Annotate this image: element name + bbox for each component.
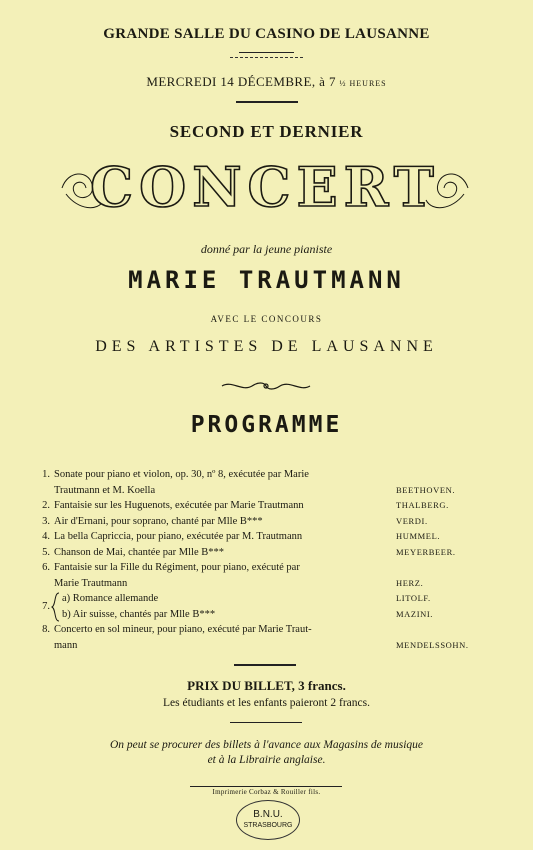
programme-item: 4. La bella Capriccia, pour piano, exécutée par M. Trautmann HUMMEL. xyxy=(40,529,480,545)
composer-name: HERZ. xyxy=(396,577,424,588)
printer-credit: Imprimerie Corbaz & Rouiller fils. xyxy=(212,788,321,796)
student-price: Les étudiants et les enfants paieront 2 francs. xyxy=(163,697,370,709)
divider xyxy=(234,664,296,666)
divider xyxy=(239,52,294,53)
composer-name: VERDI. xyxy=(396,515,428,526)
programme-item: 1. Sonate pour piano et violon, op. 30, nº 8, exécutée par Marie xyxy=(42,469,309,480)
programme-item: 2. Fantaisie sur les Huguenots, exécutée par Marie Trautmann THALBERG. xyxy=(40,498,480,514)
programme-item-cont: mann MENDELSSOHN. xyxy=(40,638,480,654)
programme-item-cont: b) Air suisse, chantés par Mlle B*** MAZINI. xyxy=(40,607,480,623)
concert-word: CONCERT xyxy=(90,155,440,219)
venue-title: GRANDE SALLE DU CASINO DE LAUSANNE xyxy=(103,26,430,42)
divider xyxy=(236,101,298,103)
divider xyxy=(230,722,302,723)
programme-item: 8. Concerto en sol mineur, pour piano, exécuté par Marie Traut- xyxy=(42,624,312,635)
brace-icon xyxy=(51,592,61,622)
pianist-name: MARIE TRAUTMANN xyxy=(128,266,405,294)
library-stamp: B.N.U. STRASBOURG xyxy=(236,800,300,840)
with-text: AVEC LE CONCOURS xyxy=(210,314,323,324)
divider xyxy=(230,57,303,58)
composer-name: HUMMEL. xyxy=(396,531,441,541)
artists-text: DES ARTISTES DE LAUSANNE xyxy=(95,338,438,355)
concert-date: MERCREDI 14 DÉCEMBRE, à 7 ½ HEURES xyxy=(146,74,387,89)
composer-name: THALBERG. xyxy=(396,500,449,510)
second-title: SECOND ET DERNIER xyxy=(169,122,364,141)
ornament-divider xyxy=(220,378,312,394)
given-by-text: donné par la jeune pianiste xyxy=(200,242,333,256)
programme-item-cont: Trautmann et M. Koella BEETHOVEN. xyxy=(40,483,480,499)
programme-item: 3. Air d'Ernani, pour soprano, chanté par Mlle B*** VERDI. xyxy=(40,514,480,530)
composer-name: MEYERBEER. xyxy=(396,546,456,557)
programme-item-cont: Marie Trautmann HERZ. xyxy=(40,576,480,592)
ticket-info: On peut se procurer des billets à l'avance aux Magasins de musique et à la Librairie anglaise. xyxy=(109,739,423,766)
programme-item: 5. Chanson de Mai, chantée par Mlle B*** MEYERBEER. xyxy=(40,545,480,561)
programme-list xyxy=(40,467,480,653)
programme-item: 7. a) Romance allemande LITOLF. xyxy=(42,593,431,612)
ticket-price: PRIX DU BILLET, 3 francs. xyxy=(187,678,346,693)
composer-name: MAZINI. xyxy=(396,608,434,619)
programme-item: 6. Fantaisie sur la Fille du Régiment, pour piano, exécuté par xyxy=(42,562,300,573)
composer-name: LITOLF. xyxy=(396,593,431,603)
programme-heading: PROGRAMME xyxy=(190,412,343,438)
concert-ornamental-title xyxy=(58,150,472,225)
composer-name: MENDELSSOHN. xyxy=(396,639,469,650)
divider xyxy=(190,786,342,787)
composer-name: BEETHOVEN. xyxy=(396,484,456,495)
